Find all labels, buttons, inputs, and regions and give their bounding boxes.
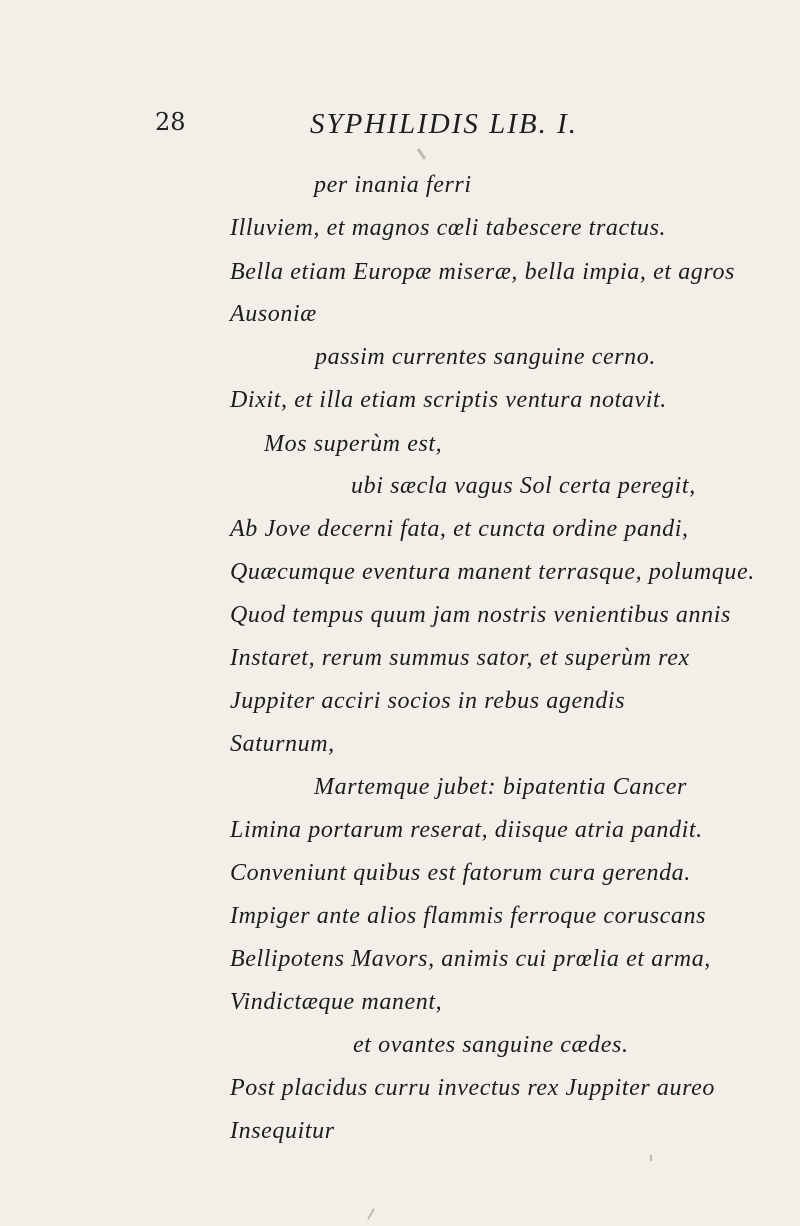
verse-line: Illuviem, et magnos cœli tabescere tractus. — [230, 215, 667, 241]
page-number: 28 — [155, 108, 186, 136]
verse-line: Dixit, et illa etiam scriptis ventura notavit. — [230, 387, 667, 413]
verse-line: Martemque jubet: bipatentia Cancer — [314, 774, 687, 800]
verse-line: et ovantes sanguine cædes. — [353, 1032, 629, 1058]
verse-line: per inania ferri — [314, 172, 472, 198]
running-title: SYPHILIDIS LIB. I. — [310, 108, 578, 140]
verse-line: ubi sæcla vagus Sol certa peregit, — [351, 473, 696, 499]
verse-line: Saturnum, — [230, 731, 335, 757]
verse-line: Mos superùm est, — [264, 431, 443, 457]
verse-line: Ausoniæ — [230, 301, 317, 327]
verse-line: passim currentes sanguine cerno. — [315, 344, 656, 370]
paper-speck — [650, 1155, 652, 1161]
verse-line: Insequitur — [230, 1118, 335, 1144]
verse-line: Impiger ante alios flammis ferroque coruscans — [230, 903, 707, 929]
verse-line: Bellipotens Mavors, animis cui prœlia et arma, — [230, 946, 711, 972]
verse-line: Instaret, rerum summus sator, et superùm rex — [230, 645, 690, 671]
verse-line: Bella etiam Europæ miseræ, bella impia, et agros — [230, 259, 735, 285]
verse-line: Limina portarum reserat, diisque atria pandit. — [230, 817, 703, 843]
verse-line: Conveniunt quibus est fatorum cura gerenda. — [230, 860, 691, 886]
verse-line: Ab Jove decerni fata, et cuncta ordine pandi, — [230, 516, 689, 542]
verse-line: Vindictæque manent, — [230, 989, 443, 1015]
verse-line: Post placidus curru invectus rex Juppiter aureo — [230, 1075, 715, 1101]
verse-line: Juppiter acciri socios in rebus agendis — [230, 688, 626, 714]
verse-line: Quod tempus quum jam nostris venientibus annis — [230, 602, 731, 628]
verse-line: Quæcumque eventura manent terrasque, polumque. — [230, 559, 755, 585]
